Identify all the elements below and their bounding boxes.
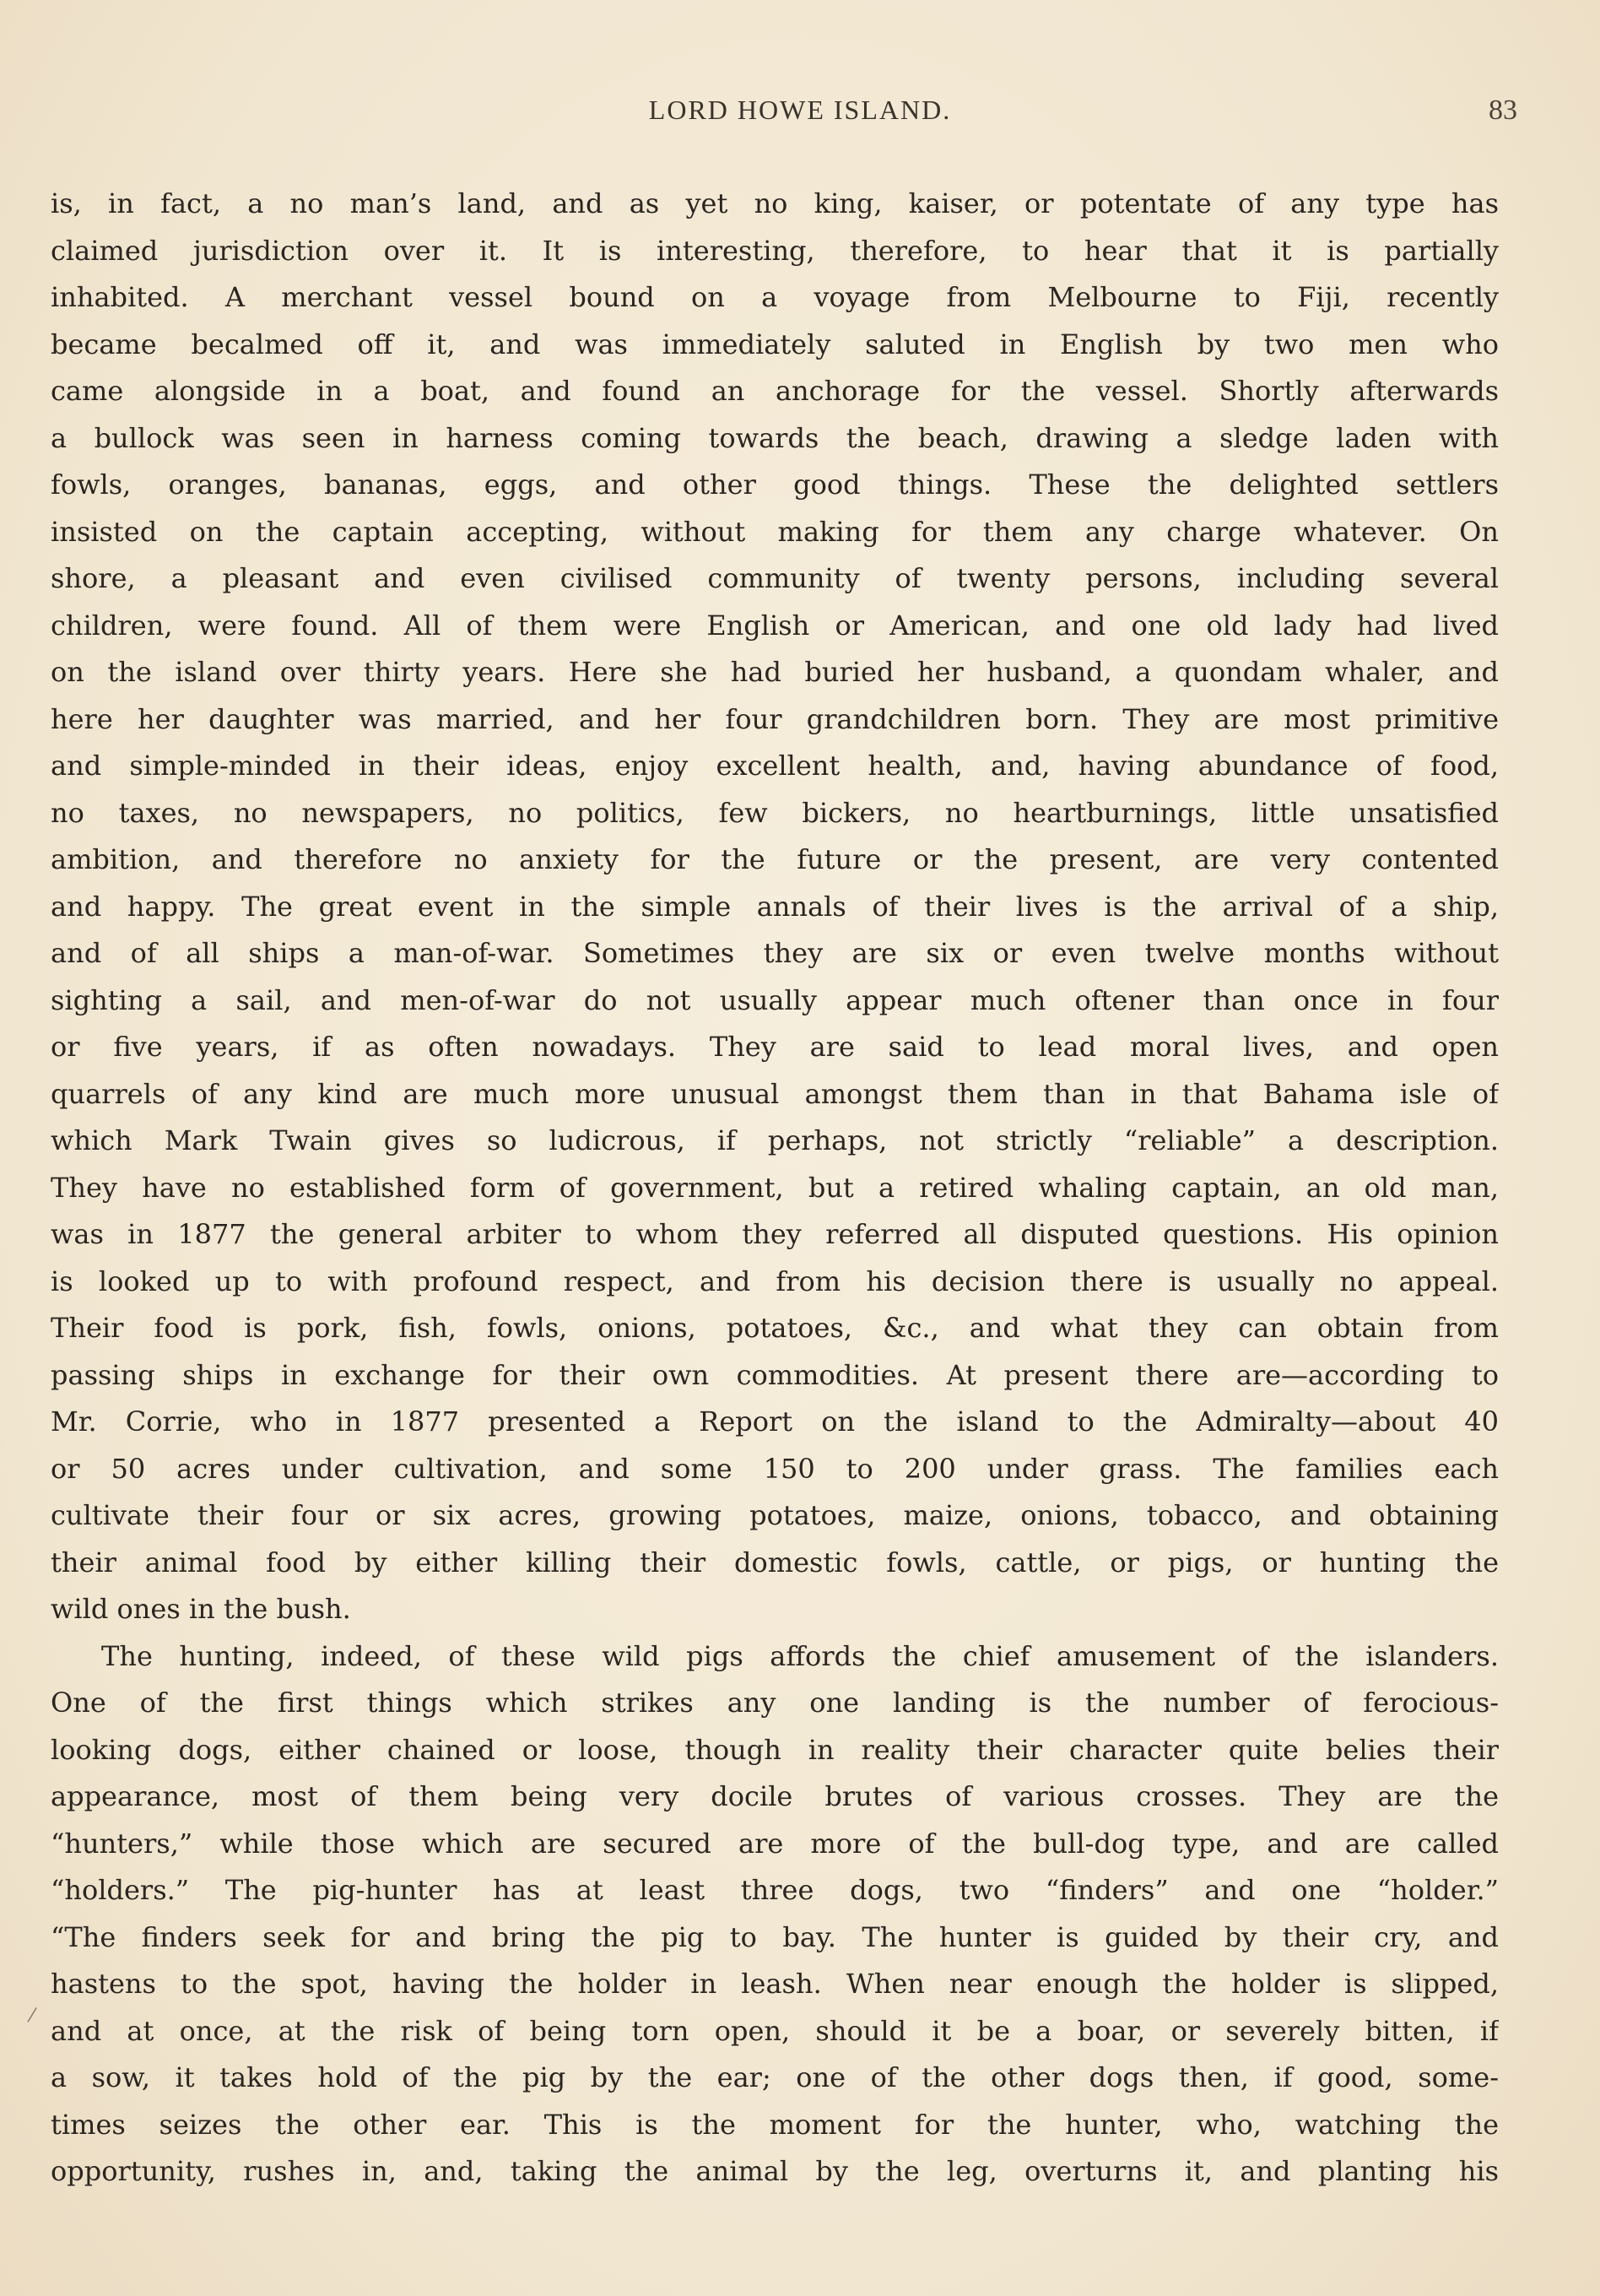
text-line: passing ships in exchange for their own commodities. At present there are—according to: [51, 1358, 1499, 1391]
text-line: times seizes the other ear. This is the moment for the hunter, who, watching the: [51, 2108, 1499, 2141]
text-line: claimed jurisdiction over it. It is interesting, therefore, to hear that it is partially: [51, 234, 1499, 267]
text-line: here her daughter was married, and her four grandchildren born. They are most primitive: [51, 702, 1499, 735]
text-line: One of the first things which strikes any one landing is the number of ferocious-: [51, 1687, 1499, 1719]
text-line: They have no established form of government, but a retired whaling captain, an old man,: [51, 1171, 1499, 1204]
page-header: [0, 95, 1600, 137]
text-line: is looked up to with profound respect, and from his decision there is usually no appeal.: [51, 1264, 1499, 1297]
text-line: cultivate their four or six acres, growing potatoes, maize, onions, tobacco, and obtaining: [51, 1499, 1499, 1531]
text-line: on the island over thirty years. Here she had buried her husband, a quondam whaler, and: [51, 656, 1499, 688]
text-line: or 50 acres under cultivation, and some 150 to 200 under grass. The families each: [51, 1452, 1499, 1485]
paragraph-last-line: wild ones in the bush.: [51, 1593, 351, 1625]
running-title: LORD HOWE ISLAND.: [648, 95, 952, 125]
paragraph-first-line: The hunting, indeed, of these wild pigs affords the chief amusement of the islanders.: [101, 1639, 1499, 1672]
body-text: [51, 181, 1499, 2196]
text-line: “The finders seek for and bring the pig to bay. The hunter is guided by their cry, and: [51, 1920, 1499, 1953]
text-line: hastens to the spot, having the holder in leash. When near enough the holder is slipped,: [51, 1968, 1499, 2000]
margin-pencil-mark: /: [25, 2001, 39, 2029]
text-line: is, in fact, a no man’s land, and as yet no king, kaiser, or potentate of any type has: [51, 187, 1499, 219]
text-line: ambition, and therefore no anxiety for the future or the present, are very contented: [51, 843, 1499, 875]
text-line: and simple-minded in their ideas, enjoy excellent health, and, having abundance of food,: [51, 750, 1499, 782]
text-line: and happy. The great event in the simple annals of their lives is the arrival of a ship,: [51, 890, 1499, 923]
text-line: a sow, it takes hold of the pig by the ear; one of the other dogs then, if good, some-: [51, 2061, 1499, 2093]
text-line: shore, a pleasant and even civilised community of twenty persons, including several: [51, 562, 1499, 594]
text-line: fowls, oranges, bananas, eggs, and other good things. These the delighted settlers: [51, 468, 1499, 501]
text-line: Their food is pork, fish, fowls, onions, potatoes, &c., and what they can obtain from: [51, 1312, 1499, 1344]
page-number: 83: [1489, 95, 1517, 126]
text-line: or five years, if as often nowadays. They are said to lead moral lives, and open: [51, 1031, 1499, 1063]
text-line: inhabited. A merchant vessel bound on a voyage from Melbourne to Fiji, recently: [51, 281, 1499, 313]
text-line: insisted on the captain accepting, without making for them any charge whatever. On: [51, 515, 1499, 548]
text-line: which Mark Twain gives so ludicrous, if perhaps, not strictly “reliable” a description.: [51, 1124, 1499, 1156]
text-line: opportunity, rushes in, and, taking the animal by the leg, overturns it, and planting his: [51, 2155, 1499, 2187]
text-line: sighting a sail, and men-of-war do not usually appear much oftener than once in four: [51, 983, 1499, 1016]
text-line: looking dogs, either chained or loose, though in reality their character quite belies their: [51, 1733, 1499, 1766]
text-line: quarrels of any kind are much more unusual amongst them than in that Bahama isle of: [51, 1077, 1499, 1110]
text-line: and of all ships a man-of-war. Sometimes they are six or even twelve months without: [51, 937, 1499, 969]
text-line: Mr. Corrie, who in 1877 presented a Report on the island to the Admiralty—about 40: [51, 1405, 1499, 1438]
text-line: no taxes, no newspapers, no politics, few bickers, no heartburnings, little unsatisfied: [51, 796, 1499, 829]
text-line: “hunters,” while those which are secured are more of the bull-dog type, and are called: [51, 1827, 1499, 1860]
text-line: “holders.” The pig-hunter has at least three dogs, two “finders” and one “holder.”: [51, 1874, 1499, 1906]
text-line: came alongside in a boat, and found an anchorage for the vessel. Shortly afterwards: [51, 375, 1499, 407]
text-line: became becalmed off it, and was immediately saluted in English by two men who: [51, 328, 1499, 360]
text-line: their animal food by either killing their domestic fowls, cattle, or pigs, or hunting the: [51, 1546, 1499, 1578]
text-line: was in 1877 the general arbiter to whom they referred all disputed questions. His opinion: [51, 1218, 1499, 1250]
text-line: children, were found. All of them were English or American, and one old lady had lived: [51, 609, 1499, 642]
text-line: appearance, most of them being very docile brutes of various crosses. They are the: [51, 1780, 1499, 1812]
text-line: and at once, at the risk of being torn open, should it be a boar, or severely bitten, if: [51, 2014, 1499, 2047]
text-line: a bullock was seen in harness coming towards the beach, drawing a sledge laden with: [51, 421, 1499, 454]
